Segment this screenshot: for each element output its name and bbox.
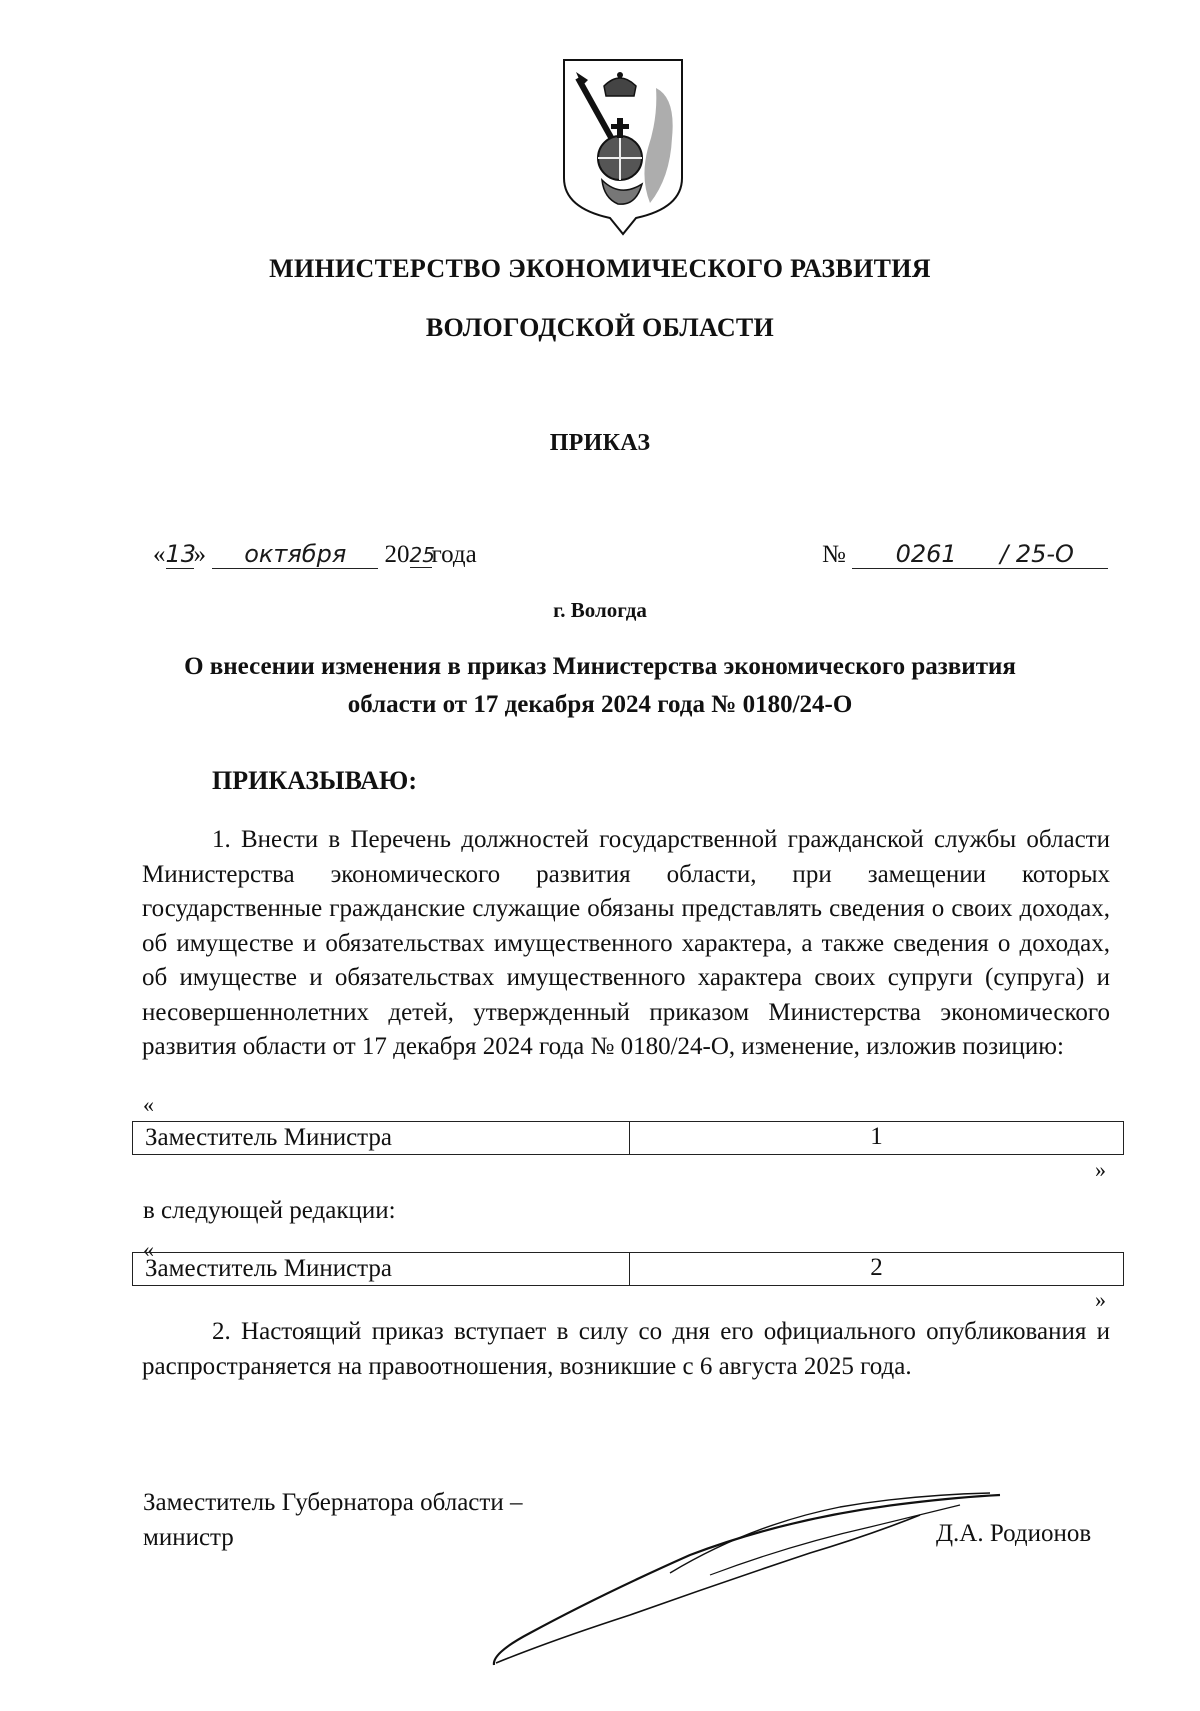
document-number: [822, 540, 1108, 569]
ministry-name-line1: МИНИСТЕРСТВО ЭКОНОМИЧЕСКОГО РАЗВИТИЯ: [269, 254, 931, 283]
date-year-suffix: 25: [409, 543, 435, 567]
table-old-position: Заместитель Министра: [133, 1122, 630, 1154]
document-title: О внесении изменения в приказ Министерства экономического развития области от 17 декабря 2024 года № 0180/24-О: [184, 653, 1016, 718]
paragraph-1: [142, 823, 1110, 1065]
document-type: ПРИКАЗ: [549, 430, 651, 456]
quote-close-1: »: [1095, 1157, 1106, 1182]
replacement-text: в следующей редакции:: [143, 1197, 396, 1224]
date-month: октября: [212, 540, 378, 569]
coat-of-arms-icon: [558, 58, 688, 236]
order-heading: ПРИКАЗЫВАЮ:: [212, 766, 417, 795]
date-year-prefix: 20: [384, 541, 410, 568]
number-suffix-text: 25-О: [1015, 540, 1074, 568]
document-date: [153, 540, 477, 569]
table-new-value: 2: [870, 1254, 883, 1281]
number-sign: №: [822, 541, 846, 568]
paragraph-1-text: 1. Внести в Перечень должностей государственной гражданской службы области Министерства экономического развития области, при замещении которых государственные гражданские служащие обязаны представлять сведения о своих доходах, об имуществе и обязательствах имущественного характера, а также сведения о доходах, об имуществе и обязательствах имущественного характера своих супруги (супруга) и несовершеннолетних детей, утвержденный приказом Министерства экономического развития области от 17 декабря 2024 года № 0180/24-О, изменение, изложив позицию:: [142, 826, 1110, 1060]
paragraph-2-text: 2. Настоящий приказ вступает в силу со дня его официального опубликования и распространяется на правоотношения, возникшие с 6 августа 2025 года.: [142, 1318, 1110, 1380]
quote-close-2: »: [1095, 1287, 1106, 1312]
position-table-new: [132, 1252, 1124, 1286]
quote-open-1: «: [143, 1092, 154, 1117]
signatory-title: [143, 1485, 522, 1555]
position-table-old: [132, 1121, 1124, 1155]
date-year-word: года: [431, 541, 477, 568]
ministry-name-line2: ВОЛОГОДСКОЙ ОБЛАСТИ: [425, 313, 775, 342]
quote-open-2: «: [143, 1237, 154, 1262]
city: г. Вологда: [553, 598, 647, 622]
table-old-value: 1: [870, 1123, 883, 1150]
number-slash: /: [1000, 540, 1009, 568]
signatory-title-line2: министр: [143, 1524, 234, 1551]
number-suffix: [1000, 540, 1108, 569]
date-quote-close: »: [193, 541, 206, 568]
number-value: 0261: [852, 540, 1000, 569]
handwritten-signature: [490, 1455, 1010, 1675]
table-new-position: Заместитель Министра: [133, 1253, 630, 1285]
paragraph-2: [142, 1315, 1110, 1384]
signatory-name: Д.А. Родионов: [936, 1520, 1092, 1547]
date-day: 13: [165, 540, 197, 568]
signatory-title-line1: Заместитель Губернатора области –: [143, 1489, 523, 1516]
date-quote-open: «: [153, 541, 166, 568]
